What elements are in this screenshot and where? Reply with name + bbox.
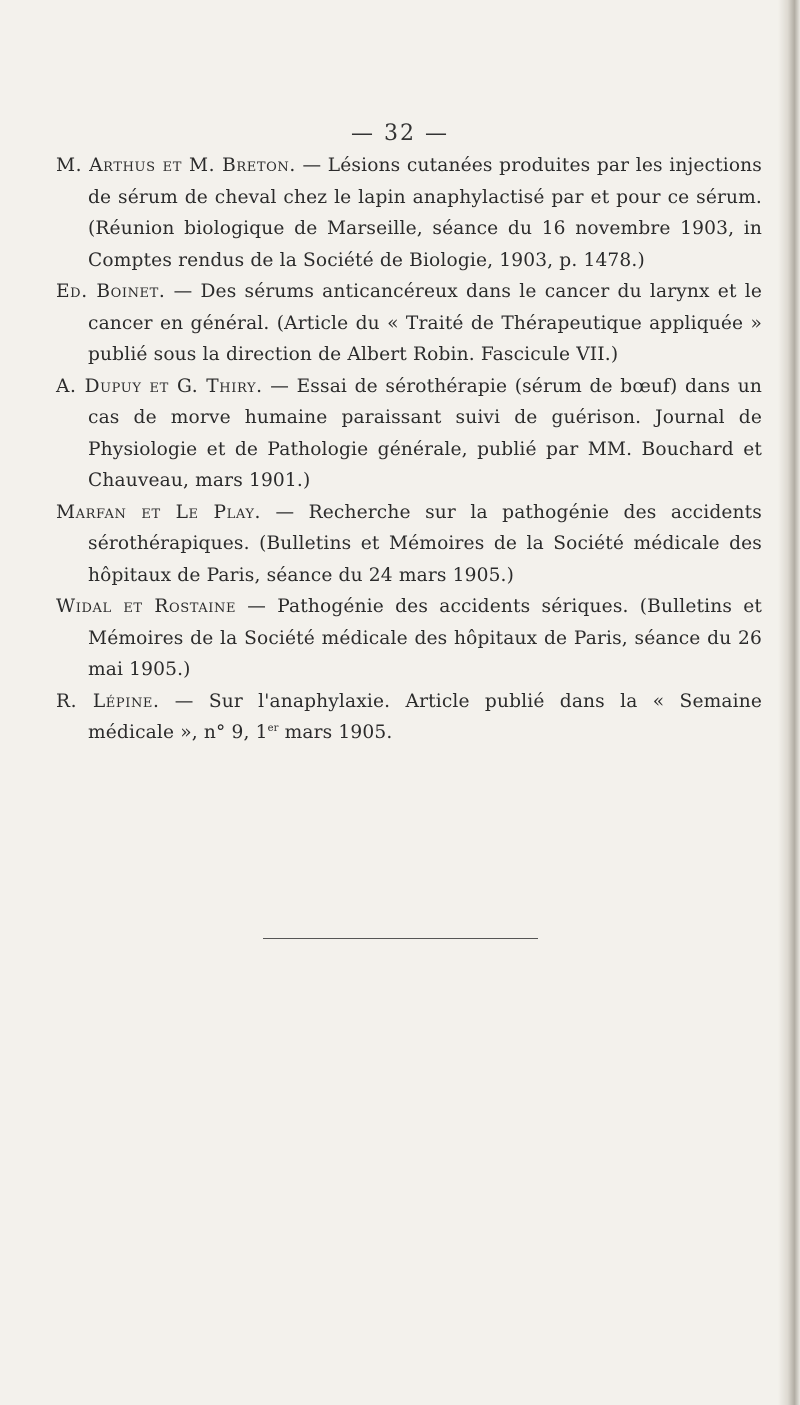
bibliography-entry xyxy=(56,591,762,686)
bibliography-list xyxy=(56,150,762,749)
entry-text: — Pathogénie des accidents sériques. (Bulletins et Mémoires de la Société médicale des hôpitaux de Paris, séance du 26 mai 1905.) xyxy=(88,596,762,680)
entry-text-end: mars 1905. xyxy=(278,722,393,743)
bibliography-entry xyxy=(56,371,762,497)
page-edge-shadow xyxy=(778,0,800,1405)
entry-text: — Lésions cutanées produites par les injections de sérum de cheval chez le lapin anaphylactisé par et pour ce sérum. (Réunion biologique de Marseille, séance du 16 novembre 1903, in Comptes rendus de la Société de Biologie, 1903, p. 1478.) xyxy=(88,155,762,271)
entry-author: Ed. Boinet. xyxy=(56,281,166,302)
bibliography-entry xyxy=(56,497,762,592)
bibliography-entry xyxy=(56,686,762,749)
entry-superscript: er xyxy=(267,722,279,734)
entry-text: — Essai de sérothérapie (sérum de bœuf) dans un cas de morve humaine paraissant suivi de guérison. Journal de Physiologie et de Pathologie générale, publié par MM. Bouchard et Chauveau, mars 1901.) xyxy=(88,375,762,491)
page-number: — 32 — xyxy=(351,121,449,146)
entry-text: — Sur l'anaphylaxie. Article publié dans la « Semaine médicale », n° 9, 1 xyxy=(88,690,762,743)
entry-text: — Recherche sur la pathogénie des accidents sérothérapiques. (Bulletins et Mémoires de la Société médicale des hôpitaux de Paris, séance du 24 mars 1905.) xyxy=(88,501,762,586)
entry-author: A. Dupuy et G. Thiry. xyxy=(56,375,263,397)
entry-text: — Des sérums anticancéreux dans le cancer du larynx et le cancer en général. (Article du « Traité de Thérapeutique appliquée » publié sous la direction de Albert Robin. Fascicule VII.) xyxy=(88,281,762,365)
section-divider xyxy=(263,938,538,939)
entry-author: M. Arthus et M. Breton. xyxy=(56,155,296,176)
entry-author: R. Lépine. xyxy=(56,690,160,712)
entry-author: Marfan et Le Play. xyxy=(56,501,262,523)
bibliography-entry xyxy=(56,150,762,276)
bibliography-entry xyxy=(56,276,762,371)
entry-author: Widal et Rostaine xyxy=(56,596,237,617)
